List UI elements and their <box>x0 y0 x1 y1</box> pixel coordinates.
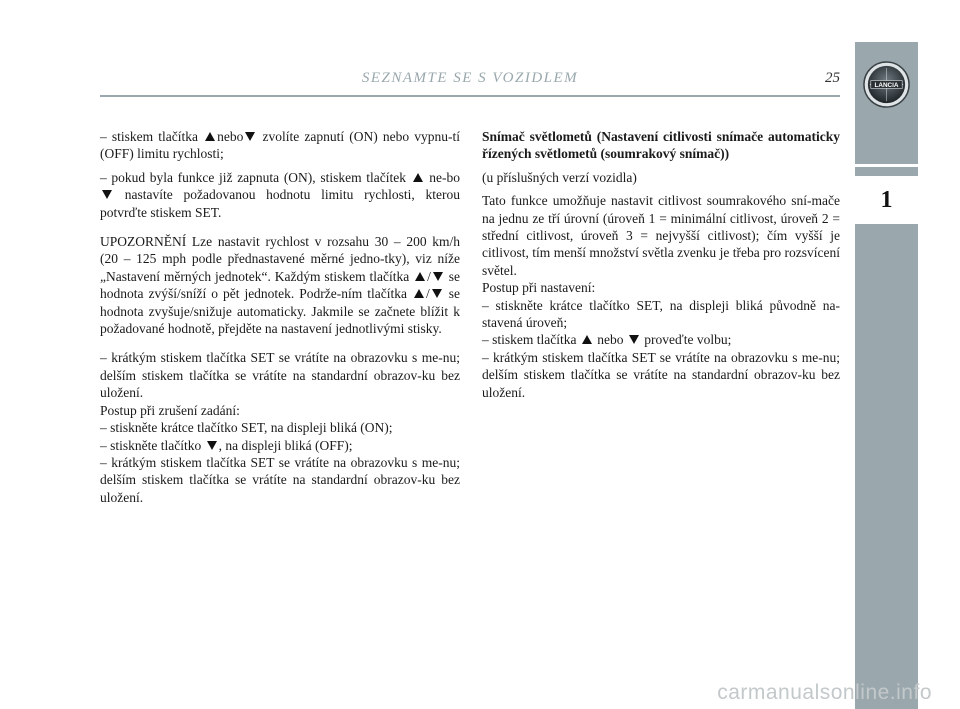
up-arrow-icon <box>413 173 423 182</box>
down-arrow-icon <box>207 441 217 450</box>
page-header <box>100 70 840 92</box>
paragraph: Postup při zrušení zadání: <box>100 402 240 418</box>
header-title: SEZNAMTE SE S VOZIDLEM <box>361 70 579 86</box>
paragraph: – krátkým stiskem tlačítka SET se vrátíte na obrazovku s me-nu; delším stiskem tlačítka se vrátíte na standardní obrazov-ku bez uložení. <box>100 350 460 401</box>
paragraph: – krátkým stiskem tlačítka SET se vrátíte na obrazovku s me-nu; delším stiskem tlačítka se vrátíte na standardní obrazov-ku bez uložení. <box>482 349 840 400</box>
paragraph: – stiskněte tlačítko , na displeji bliká (OFF); <box>100 437 353 453</box>
down-arrow-icon <box>432 289 442 298</box>
down-arrow-icon <box>629 335 639 344</box>
svg-text:LANCIA: LANCIA <box>874 81 899 89</box>
paragraph: – stiskem tlačítka nebo proveďte volbu; <box>482 332 732 348</box>
chapter-number: 1 <box>880 186 893 213</box>
watermark: carmanualsonline.info <box>717 681 932 704</box>
chapter-tab <box>855 42 918 709</box>
paragraph: – stiskněte krátce tlačítko SET, na displeji bliká (ON); <box>100 420 393 436</box>
paragraph: Tato funkce umožňuje nastavit citlivost soumrakového sní-mače na jednu ze tří úrovní (úroveň 1 = minimální citlivost, úroveň 2 = střední citlivost, úroveň 3 = nejvyšší citlivost); čím vyšší je citlivost, tím menší množství světla zvenku je třeba pro rozsvícení světel. <box>482 193 840 278</box>
lancia-logo-icon <box>862 60 911 109</box>
up-arrow-icon <box>415 272 425 281</box>
tab-divider <box>855 164 918 167</box>
up-arrow-icon <box>205 132 215 141</box>
paragraph: Postup při nastavení: <box>482 280 596 296</box>
up-arrow-icon <box>414 289 424 298</box>
section-heading: Snímač světlometů (Nastavení citlivosti snímače automaticky řízených světlometů (soumrakový snímač)) <box>482 129 840 162</box>
down-arrow-icon <box>102 190 112 199</box>
up-arrow-icon <box>582 335 592 344</box>
paragraph: – stiskněte krátce tlačítko SET, na displeji bliká původně na-stavená úroveň; <box>482 297 840 331</box>
right-column <box>482 128 840 407</box>
header-rule <box>100 95 840 97</box>
left-column <box>100 128 460 512</box>
section-subheading: (u příslušných verzí vozidla) <box>482 169 637 185</box>
chapter-number-box <box>855 176 918 224</box>
page-number: 25 <box>825 70 840 86</box>
down-arrow-icon <box>245 132 255 141</box>
paragraph: – stiskem tlačítka nebo zvolíte zapnutí (ON) nebo vypnu-tí (OFF) limitu rychlosti; <box>100 129 461 162</box>
paragraph: – pokud byla funkce již zapnuta (ON), stiskem tlačítek ne-bo nastavíte požadovanou hodnotu limitu rychlosti, kterou potvrďte stiskem SET. <box>100 169 461 220</box>
warning-paragraph: UPOZORNĚNÍ Lze nastavit rychlost v rozsahu 30 – 200 km/h (20 – 125 mph podle přednastavené měrné jedno-tky), viz níže „Nastavení měrných jednotek“. Každým stiskem tlačítka / se hodnota zvýší/sníží o pět jednotek. Podrže-ním tlačítka / se hodnota zvyšuje/snižuje automaticky. Jakmile se začnete blížit k požadované hodnotě, přejděte na nastavení jednotlivými stisky. <box>100 234 461 337</box>
paragraph: – krátkým stiskem tlačítka SET se vrátíte na obrazovku s me-nu; delším stiskem tlačítka se vrátíte na standardní obrazov-ku bez uložení. <box>100 454 460 505</box>
down-arrow-icon <box>433 272 443 281</box>
